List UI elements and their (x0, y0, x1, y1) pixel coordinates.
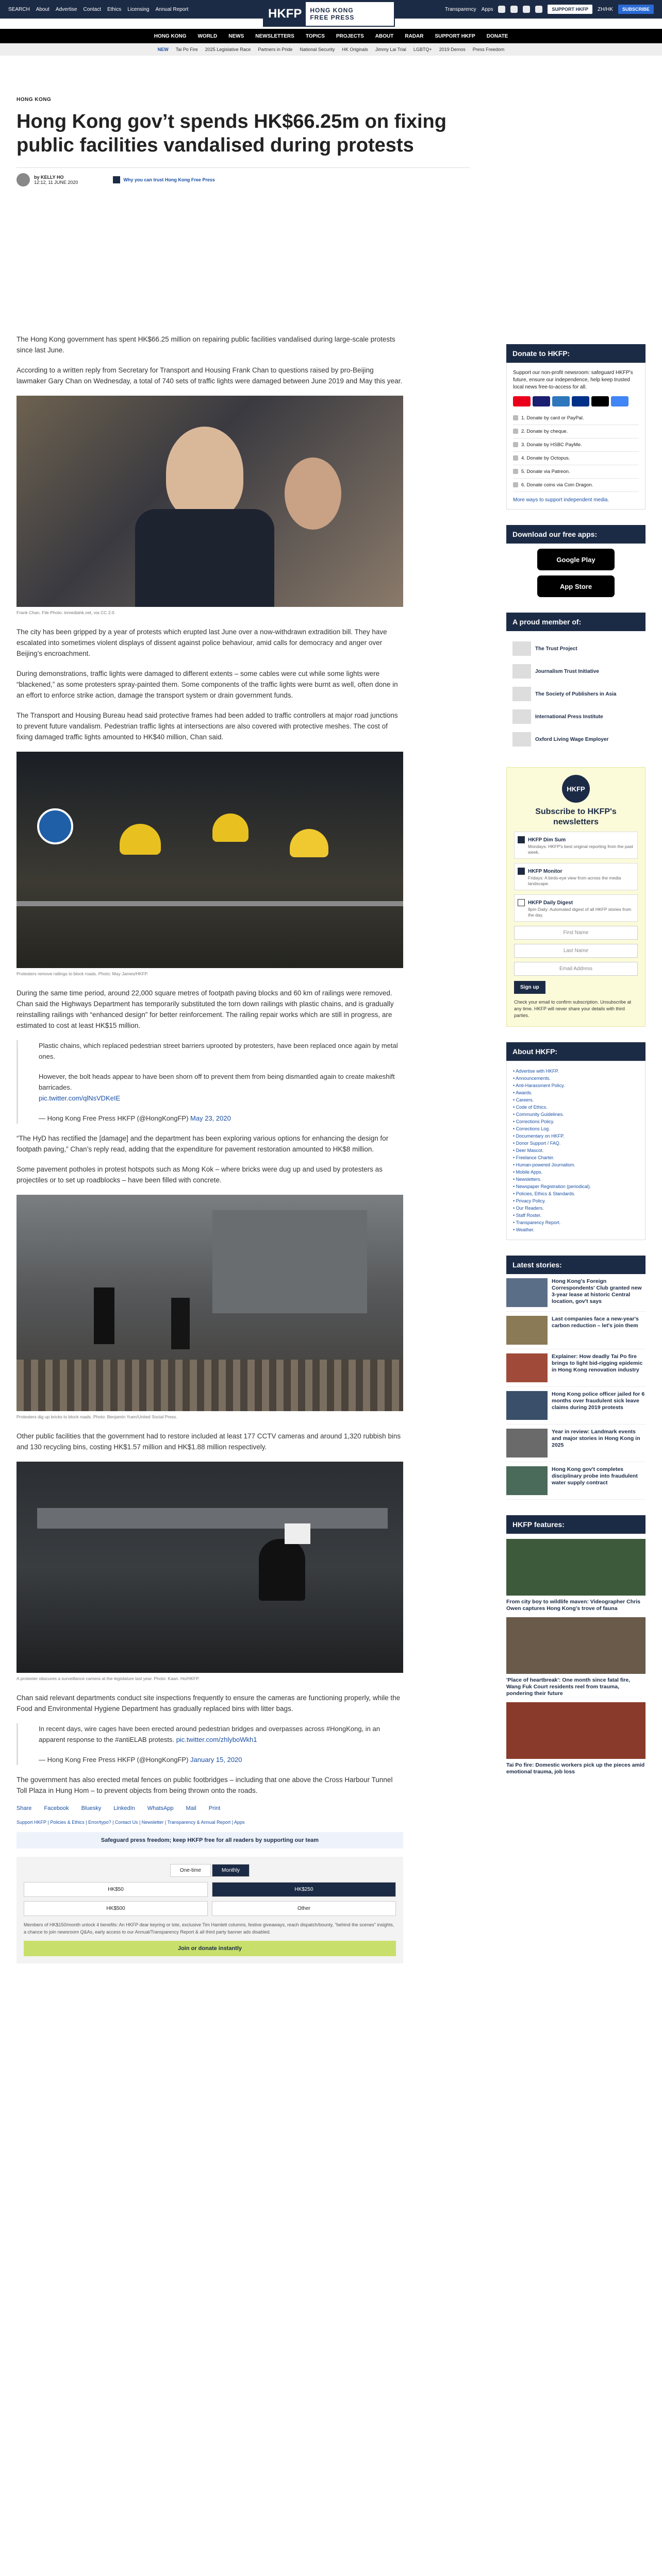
trust-icon (113, 176, 120, 183)
logo-text: HONG KONG FREE PRESS (310, 7, 355, 21)
tweet-date-link[interactable]: May 23, 2020 (190, 1114, 231, 1122)
latest-story[interactable] (506, 1462, 646, 1500)
newsletter-note: Check your email to confirm subscription. Unsubscribe at any time. HKFP will never share your details with third parties. (514, 999, 632, 1018)
latest-stories (506, 1274, 646, 1500)
paragraph: “The HyD has rectified the [damage] and the department has been exploring various options for enhancing the design for footpath paving,” Chan’s reply read, adding that the expenditure for pavement restoration amounted to HK$8 million. (16, 1134, 389, 1153)
nav-item-1[interactable]: WORLD (197, 33, 218, 39)
article-kicker[interactable]: HONG KONG (16, 97, 52, 103)
ethics-link[interactable]: Ethics (107, 6, 122, 12)
latest-story[interactable] (506, 1425, 646, 1462)
newsletter-name: HKFP Dim Sum (528, 837, 566, 843)
share-whatsapp[interactable]: WhatsApp (147, 1805, 174, 1811)
last-name-input[interactable]: Last Name (514, 944, 638, 958)
donate-method[interactable]: 1. Donate by card or PayPal. (513, 412, 639, 425)
logo-mark: HKFP (264, 2, 306, 26)
features-list (506, 1539, 646, 1775)
member-heading: A proud member of: (506, 613, 646, 631)
tweet-pic-link[interactable]: pic.twitter.com/qlNsVDKeIE (39, 1094, 121, 1102)
story-title: Hong Kong's Foreign Correspondents' Club granted new 3-year lease at historic Central location, gov't says (552, 1278, 642, 1304)
tier-option[interactable]: Other (212, 1901, 396, 1916)
tier-options (24, 1882, 396, 1916)
about-link[interactable]: • Donor Support / FAQ. (513, 1141, 561, 1146)
story-title: Year in review: Landmark events and major stories in Hong Kong in 2025 (552, 1429, 640, 1448)
support-links[interactable]: Support HKFP | Policies & Ethics | Error/typo? | Contact Us | Newsletter | Transparency & Annual Report | Apps (16, 1820, 245, 1825)
about-link[interactable]: • Policies, Ethics & Standards. (513, 1191, 575, 1196)
paragraph: The government has also erected metal fences on public footbridges – including that one above the Cross Harbour Tunnel Toll Plaza in Hung Hom – to prevent objects from being thrown onto the roads. (16, 1776, 393, 1794)
embedded-tweet (16, 1040, 403, 1124)
member-logo-icon (512, 687, 531, 701)
about-link[interactable]: • Documentary on HKFP. (513, 1133, 565, 1139)
member-org[interactable] (512, 683, 639, 705)
paragraph: During the same time period, around 22,000 square metres of footpath paving blocks and 60 km of railings were removed. Chan said the Highways Department has temporarily substituted the torn down railings with plastic chains, and is gradually reinstalling railings with “enhanced design” for better reinforcement. The railing repair works which are still in progress, are estimated to cost at least HK$15 million. (16, 989, 394, 1029)
member-org[interactable] (512, 660, 639, 683)
member-logo-icon (512, 732, 531, 747)
about-link[interactable]: • Newsletters. (513, 1177, 542, 1182)
email-input[interactable]: Email Address (514, 962, 638, 976)
first-name-input[interactable]: First Name (514, 926, 638, 940)
about-link[interactable]: • Our Readers. (513, 1206, 544, 1211)
member-org[interactable] (512, 705, 639, 728)
about-link[interactable]: • Anti-Harassment Policy. (513, 1083, 565, 1088)
tweet-pic-link[interactable]: pic.twitter.com/zhlyboWkh1 (176, 1736, 257, 1743)
nav-item-5[interactable]: PROJECTS (336, 33, 364, 39)
top-bar (0, 0, 662, 19)
nav-item-8[interactable]: SUPPORT HKFP (435, 33, 475, 39)
newsletter-checkbox[interactable] (518, 836, 525, 843)
share-print[interactable]: Print (208, 1805, 221, 1811)
member-name: The Trust Project (535, 646, 577, 652)
newsletter-desc: 9pm Daily: Automated digest of all HKFP stories from the day. (528, 907, 632, 918)
nav-item-4[interactable]: TOPICS (305, 33, 325, 39)
about-link[interactable]: • Awards. (513, 1090, 533, 1095)
member-logo-icon (512, 709, 531, 724)
photo-protesters-bricks (16, 1195, 403, 1411)
story-thumb (506, 1429, 548, 1458)
author-name[interactable]: by KELLY HO (34, 175, 64, 180)
amex-icon (552, 396, 570, 406)
donate-method[interactable]: 3. Donate by HSBC PayMe. (513, 438, 639, 452)
app-store-button[interactable]: App Store (537, 575, 615, 597)
about-link[interactable]: • Announcements. (513, 1076, 551, 1081)
latest-story[interactable] (506, 1349, 646, 1387)
membership-text: Members of HK$150/month unlock 4 benefits: An HKFP dear keyring or tote, exclusive Tim Hamlett columns, festive giveaways, reach dispatch/bounty, "behind the scenes" insights, a chance to join newsroom Q&As, early access to our Annual/Transparency Report & all third party banner ads disabled. (24, 1922, 394, 1935)
tier-option[interactable]: HK$250 (212, 1882, 396, 1897)
tag-link[interactable]: 2019 Demos (439, 47, 466, 52)
newsletter-option-text (528, 835, 634, 855)
tweet-signature: — Hong Kong Free Press HKFP (@HongKongFP) January 15, 2020 (39, 1756, 242, 1764)
about-link[interactable]: • Human-powered Journalism. (513, 1162, 575, 1167)
donate-box (506, 363, 646, 510)
paragraph: Some pavement potholes in protest hotspots such as Mong Kok – where bricks were dug up and used by protesters as projectiles or to set up roadblocks – have been filled with concrete. (16, 1165, 383, 1184)
trust-link[interactable]: Why you can trust Hong Kong Free Press (113, 176, 215, 183)
tier-option[interactable]: HK$500 (24, 1901, 208, 1916)
member-logo-icon (512, 664, 531, 679)
caption: Protesters remove railings to block roads. Photo: May James/HKFP. (16, 971, 148, 976)
about-link[interactable]: • Careers. (513, 1097, 534, 1103)
photo-frank-chan (16, 396, 403, 607)
newsletter-checkbox[interactable] (518, 899, 525, 906)
signup-button[interactable]: Sign up (514, 981, 545, 994)
feature-story[interactable] (506, 1702, 646, 1775)
story-title: Hong Kong gov't completes disciplinary probe into fraudulent water supply contract (552, 1466, 638, 1486)
story-thumb (506, 1391, 548, 1420)
about-link[interactable]: • Code of Ethics. (513, 1105, 548, 1110)
paragraph: During demonstrations, traffic lights were damaged to different extents – some cables were cut while some lights were “blackened,” as some protesters spray-painted them. Some components of the traffic lights were burnt as well, often done in an effort to enforce strike action, damage the transport system or drain government funds. (16, 670, 398, 699)
newsletter-desc: Fridays: A birds-eye view from across the media landscape. (528, 875, 621, 886)
feature-image (506, 1539, 646, 1596)
visa-icon (533, 396, 550, 406)
feature-story[interactable] (506, 1617, 646, 1697)
newsletter-option-text (528, 867, 634, 887)
member-name: Oxford Living Wage Employer (535, 736, 609, 742)
applepay-icon (591, 396, 609, 406)
hkfp-badge-icon: HKFP (562, 775, 590, 803)
newsletter-option[interactable] (514, 863, 638, 890)
paypal-icon (572, 396, 589, 406)
latest-story[interactable] (506, 1387, 646, 1425)
instagram-icon[interactable] (523, 6, 530, 13)
tag-link[interactable]: Partners in Pride (258, 47, 293, 52)
tags-bar (0, 43, 662, 56)
about-link[interactable]: • Deer Mascot. (513, 1148, 544, 1153)
nav-item-0[interactable]: HONG KONG (154, 33, 187, 39)
about-links (506, 1061, 646, 1240)
story-thumb (506, 1466, 548, 1495)
tag-link[interactable]: Jimmy Lai Trial (375, 47, 406, 52)
article-body (16, 334, 403, 1963)
donate-banner[interactable]: Safeguard press freedom; keep HKFP free for all readers by supporting our team (16, 1832, 403, 1849)
byline (16, 167, 470, 187)
nav-item-9[interactable]: DONATE (486, 33, 508, 39)
newsletter-box (506, 767, 646, 1027)
story-thumb (506, 1316, 548, 1345)
donate-method[interactable]: 6. Donate coins via Coin Dragon. (513, 479, 639, 492)
donate-method[interactable]: 5. Donate via Patreon. (513, 465, 639, 479)
tag-link[interactable]: Tai Po Fire (175, 47, 198, 52)
caption: A protester obscures a surveillance camera at the legislature last year. Photo: Kaan. Ho/HKFP. (16, 1676, 200, 1681)
newsletter-desc: Mondays: HKFP's best original reporting from the past week. (528, 844, 633, 855)
tag-link[interactable]: Press Freedom (472, 47, 505, 52)
latest-heading: Latest stories: (506, 1256, 646, 1274)
story-thumb (506, 1353, 548, 1382)
about-link[interactable]: • Freelance Charter. (513, 1155, 555, 1160)
tweet-date-link[interactable]: January 15, 2020 (190, 1756, 242, 1764)
story-title: Hong Kong police officer jailed for 6 months over fraudulent sick leave claims during 2019 protests (552, 1391, 645, 1411)
caption: Protesters dig up bricks to block roads. Photo: Benjamin Yuen/United Social Press. (16, 1414, 177, 1419)
frequency-toggle (24, 1864, 396, 1877)
nav-item-7[interactable]: RADAR (405, 33, 424, 39)
tag-link[interactable]: 2025 Legislative Race (205, 47, 251, 52)
facebook-icon[interactable] (498, 6, 505, 13)
feature-image (506, 1617, 646, 1674)
paragraph: The Hong Kong government has spent HK$66.25 million on repairing public facilities vandalised during large-scale protests since last June. (16, 335, 395, 354)
donate-list (513, 412, 639, 492)
publish-date: 12:12, 11 JUNE 2020 (34, 180, 78, 185)
donate-heading: Donate to HKFP: (506, 344, 646, 363)
feature-title: Tai Po fire: Domestic workers pick up the pieces amid emotional trauma, job loss (506, 1762, 645, 1775)
advertise-link[interactable]: Advertise (55, 6, 77, 12)
payment-icons (513, 396, 639, 406)
about-link[interactable]: • Weather. (513, 1227, 535, 1232)
subscribe-button[interactable]: SUBSCRIBE (618, 5, 654, 14)
sidebar (506, 344, 646, 1775)
annual-report-link[interactable]: Annual Report (155, 6, 189, 12)
photo-surveillance-camera (16, 1462, 403, 1673)
main-nav (0, 29, 662, 43)
join-button[interactable]: Join or donate instantly (24, 1941, 396, 1956)
nav-item-3[interactable]: NEWSLETTERS (255, 33, 294, 39)
frequency-option[interactable]: One-time (170, 1864, 211, 1877)
support-button[interactable]: SUPPORT HKFP (548, 5, 592, 14)
nav-item-2[interactable]: NEWS (228, 33, 244, 39)
feature-image (506, 1702, 646, 1759)
member-name: Journalism Trust Initiative (535, 668, 599, 674)
story-title: Last companies face a new-year's carbon reduction – let's join them (552, 1316, 639, 1329)
author-avatar (16, 173, 30, 187)
member-org[interactable] (512, 728, 639, 751)
feature-title: 'Place of heartbreak': One month since fatal fire, Wang Fuk Court residents reel from trauma, pondering their future (506, 1677, 631, 1697)
tier-option[interactable]: HK$50 (24, 1882, 208, 1897)
latest-story[interactable] (506, 1274, 646, 1312)
share-facebook[interactable]: Facebook (44, 1805, 69, 1811)
donate-method[interactable]: 2. Donate by cheque. (513, 425, 639, 438)
transparency-link[interactable]: Transparency (444, 6, 476, 12)
newsletter-checkbox[interactable] (518, 868, 525, 875)
newsletter-title: Subscribe to HKFP's newsletters (535, 807, 617, 826)
googlepay-icon (611, 396, 628, 406)
about-link[interactable]: • Corrections Policy. (513, 1119, 555, 1124)
donate-intro: Support our non-profit newsroom: safeguard HKFP's future, ensure our independence, help keep trusted local news free-to-access for all. (513, 370, 633, 390)
tag-link[interactable]: National Security (300, 47, 335, 52)
apps-heading: Download our free apps: (506, 525, 646, 544)
hkfp-logo[interactable] (263, 1, 395, 27)
about-link[interactable]: • Transparency Report. (513, 1220, 561, 1225)
about-link[interactable]: • Newspaper Registration (periodical). (513, 1184, 591, 1189)
about-link[interactable]: • Advertise with HKFP. (513, 1069, 559, 1074)
paragraph: The Transport and Housing Bureau head said protective frames had been added to traffic controllers at major road junctions to prevent future vandalism. Pedestrian traffic lights at intersections are also covered with protective meshes. The cost of fixing damaged traffic lights amounted to HK$40 million, Chan said. (16, 711, 398, 741)
share-share[interactable]: Share (16, 1805, 32, 1811)
tag-link[interactable]: LGBTQ+ (413, 47, 432, 52)
about-link[interactable]: About (36, 6, 49, 12)
about-link[interactable]: • Community Guidelines. (513, 1112, 564, 1117)
about-heading: About HKFP: (506, 1042, 646, 1061)
about-link[interactable]: • Mobile Apps. (513, 1170, 543, 1175)
mastercard-icon (513, 396, 531, 406)
share-mail[interactable]: Mail (186, 1805, 196, 1811)
member-name: International Press Institute (535, 714, 603, 720)
tweet-text: In recent days, wire cages have been erected around pedestrian bridges and overpasses across #HongKong, in an apparent response to the #antiELAB protests. pic.twitter.com/zhlyboWkh1 (39, 1725, 380, 1743)
member-name: The Society of Publishers in Asia (535, 691, 617, 697)
more-ways-link[interactable]: More ways to support independent media. (513, 497, 609, 503)
apps-link[interactable]: Apps (481, 6, 493, 12)
membership-widget (16, 1857, 403, 1963)
licensing-link[interactable]: Licensing (127, 6, 150, 12)
share-bluesky[interactable]: Bluesky (81, 1805, 102, 1811)
features-heading: HKFP features: (506, 1515, 646, 1534)
frequency-option[interactable]: Monthly (212, 1864, 250, 1877)
tweet-text: Plastic chains, which replaced pedestrian street barriers uprooted by protesters, have been replaced once again by metal ones. (39, 1042, 398, 1060)
newsletter-name: HKFP Daily Digest (528, 900, 573, 906)
share-bar (16, 1805, 403, 1811)
newsletter-option[interactable] (514, 832, 638, 859)
embedded-tweet (16, 1723, 403, 1765)
member-org[interactable] (512, 637, 639, 660)
story-title: Explainer: How deadly Tai Po fire brings to light bid-rigging epidemic in Hong Kong renovation industry (552, 1353, 643, 1373)
newsletter-option-text (528, 898, 634, 918)
nav-item-6[interactable]: ABOUT (375, 33, 394, 39)
google-play-button[interactable]: Google Play (537, 549, 615, 570)
member-logo-icon (512, 641, 531, 656)
tweet-text: However, the bolt heads appear to have been shorn off to prevent them from being dismantled again to create makeshift barricades. pic.twitter.com/qlNsVDKeIE (39, 1073, 395, 1102)
donate-method[interactable]: 4. Donate by Octopus. (513, 452, 639, 465)
lang-link[interactable]: ZH/HK (597, 6, 613, 12)
paragraph: According to a written reply from Secretary for Transport and Housing Frank Chan to questions raised by pro-Beijing lawmaker Gary Chan on Wednesday, a total of 740 sets of traffic lights were damaged between June 2019 and May this year. (16, 366, 403, 385)
photo-protesters-railings (16, 752, 403, 968)
new-badge: NEW (157, 47, 169, 52)
paragraph: Chan said relevant departments conduct site inspections frequently to ensure the cameras are functioning properly, while the Food and Environmental Hygiene Department has gradually replaced bins with litter bags. (16, 1694, 401, 1713)
feature-story[interactable] (506, 1539, 646, 1612)
x-icon[interactable] (510, 6, 518, 13)
member-list (506, 631, 646, 757)
newsletter-name: HKFP Monitor (528, 869, 562, 874)
story-thumb (506, 1278, 548, 1307)
contact-link[interactable]: Contact (83, 6, 101, 12)
newsletter-option[interactable] (514, 894, 638, 922)
youtube-icon[interactable] (535, 6, 542, 13)
about-link[interactable]: • Privacy Policy. (513, 1198, 546, 1204)
paragraph: The city has been gripped by a year of protests which erupted last June over a now-withdrawn extradition bill. They have escalated into sometimes violent displays of dissent against police behaviour, amid calls for democracy and anger over Beijing’s encroachment. (16, 628, 387, 657)
paragraph: Other public facilities that the government had to restore included at least 177 CCTV cameras and around 1,320 rubbish bins and 130 recycling bins, costing HK$1.57 million and HK$1.88 million respectively. (16, 1432, 401, 1451)
search-link[interactable]: SEARCH (8, 6, 30, 12)
about-link[interactable]: • Staff Roster. (513, 1213, 542, 1218)
share-linkedin[interactable]: LinkedIn (113, 1805, 135, 1811)
tag-link[interactable]: HK Originals (342, 47, 368, 52)
latest-story[interactable] (506, 1312, 646, 1349)
caption: Frank Chan. File Photo: inmediahk.net, via CC 2.0. (16, 610, 115, 615)
article-title: Hong Kong gov’t spends HK$66.25m on fixing public facilities vandalised during protests (16, 111, 446, 156)
about-link[interactable]: • Corrections Log. (513, 1126, 550, 1131)
feature-title: From city boy to wildlife maven: Videographer Chris Owen captures Hong Kong's trove of fauna (506, 1599, 641, 1612)
tweet-signature: — Hong Kong Free Press HKFP (@HongKongFP) May 23, 2020 (39, 1114, 231, 1122)
